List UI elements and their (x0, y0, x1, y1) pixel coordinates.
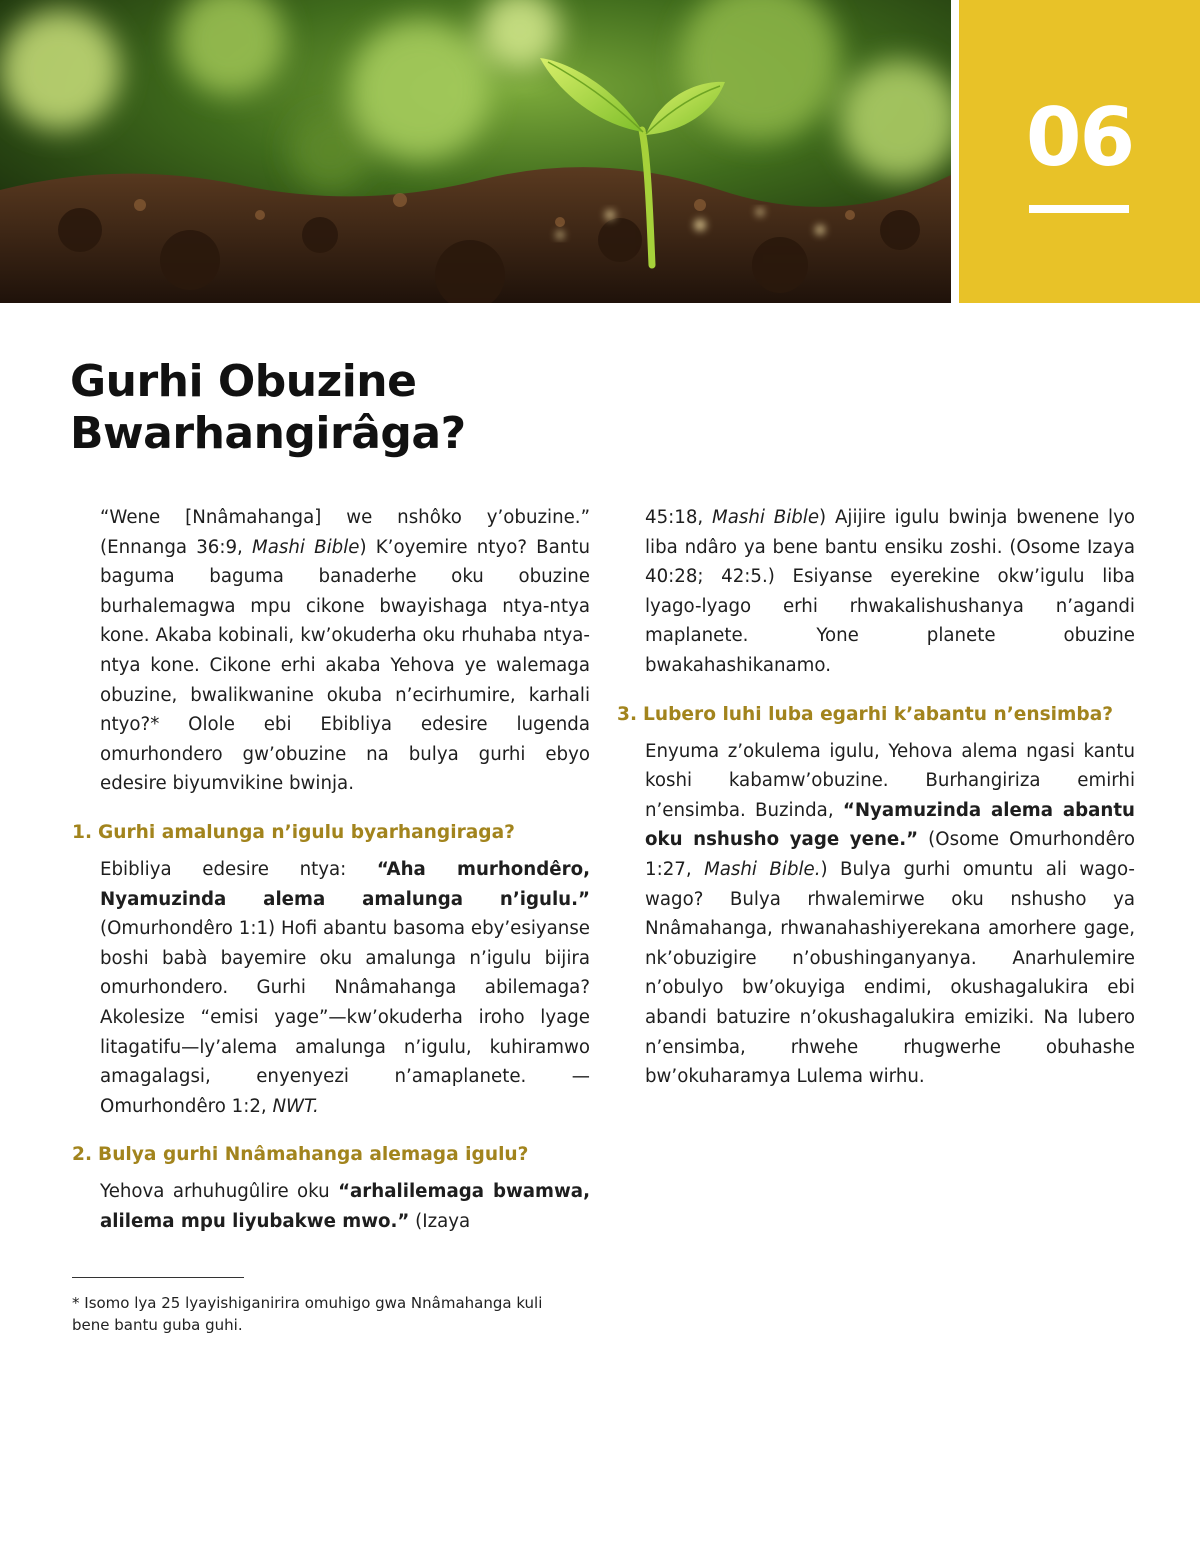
page-title (70, 356, 670, 460)
right-column (617, 503, 1135, 1092)
answer-2-paragraph: Yehova arhuhugûlire oku “arhalilemaga bwamwa, alilema mpu liyubakwe mwo.” (Izaya (100, 1181, 590, 1232)
answer-2-continued-paragraph: 45:18, Mashi Bible) Ajijire igulu bwinja bwenene lyo liba ndâro ya bene bantu ensiku zoshi. (Osome Izaya 40:28; 42:5.) Esiyanse eyerekine okw’igulu liba lyago-lyago erhi rhwakalishushanya n’agandi maplanete. Yone planete obuzine bwakahashikanamo. (645, 507, 1135, 676)
left-column (72, 503, 590, 1236)
question-3-heading: 3. Lubero luhi luba egarhi k’abantu n’ensimba? (617, 703, 1114, 725)
lesson-number-box (959, 0, 1200, 303)
page-title-line-1: Gurhi Obuzine (70, 356, 417, 407)
question-1-heading: 1. Gurhi amalunga n’igulu byarhangiraga? (72, 821, 515, 843)
lesson-number: 06 (1025, 91, 1134, 184)
answer-3-paragraph: Enyuma z’okulema igulu, Yehova alema ngasi kantu koshi kabamw’obuzine. Burhangiriza emirhi n’ensimba. Buzinda, “Nyamuzinda alema abantu oku nshusho yage yene.” (Osome Omurhondêro 1:27, Mashi Bible.) Bulya gurhi omuntu ali wago-wago? Bulya rhwalemirwe oku nshusho ya Nnâmahanga, rhwanahashiyerekana amorhere gage, nk’obuzigire n’obushinganyanya. Anarhulemire n’obulyo bw’okuyiga endimi, okushagalukira ebi abandi batuzire n’okushagalukira emiziki. Na lubero n’ensimba, rhwehe rhugwerhe obuhashe bw’okuharamya Lulema wirhu. (645, 740, 1135, 1088)
footnote: * Isomo lya 25 lyayishiganirira omuhigo gwa Nnâmahanga kuli bene bantu guba guhi. (72, 1294, 543, 1334)
footnote-divider (72, 1277, 244, 1278)
hero-image-seedling (0, 0, 951, 303)
intro-paragraph: “Wene [Nnâmahanga] we nshôko y’obuzine.” (Ennanga 36:9, Mashi Bible) K’oyemire ntyo? Bantu baguma baguma banaderhe oku obuzine burhalemagwa mpu cikone bwayishaga ntya-ntya kone. Akaba kobinali, kw’okuderha oku rhuhaba ntya-ntya kone. Cikone erhi akaba Yehova ye walemaga obuzine, bwalikwanine okuba n’ecirhumire, karhali ntyo?* Olole ebi Ebibliya edesire lugenda omurhondero gw’obuzine na bulya gurhi ebyo edesire biyumvikine bwinja. (100, 507, 590, 795)
page-title-line-2: Bwarhangirâga? (70, 408, 466, 459)
answer-1-paragraph: Ebibliya edesire ntya: “Aha murhondêro, Nyamuzinda alema amalunga n’igulu.” (Omurhondêro 1:1) Hofi abantu basoma eby’esiyanse boshi babà bayemire oku amalunga n’igulu bijira omurhondero. Gurhi Nnâmahanga abilemaga? Akolesize “emisi yage”—kw’okuderha iroho lyage litagatifu—ly’alema amalunga n’igulu, kuhiramwo amagalagsi, enyenyezi n’amaplanete. —Omurhondêro 1:2, NWT. (100, 858, 590, 1117)
lesson-number-underline (1029, 205, 1129, 213)
question-2-heading: 2. Bulya gurhi Nnâmahanga alemaga igulu? (72, 1144, 529, 1166)
